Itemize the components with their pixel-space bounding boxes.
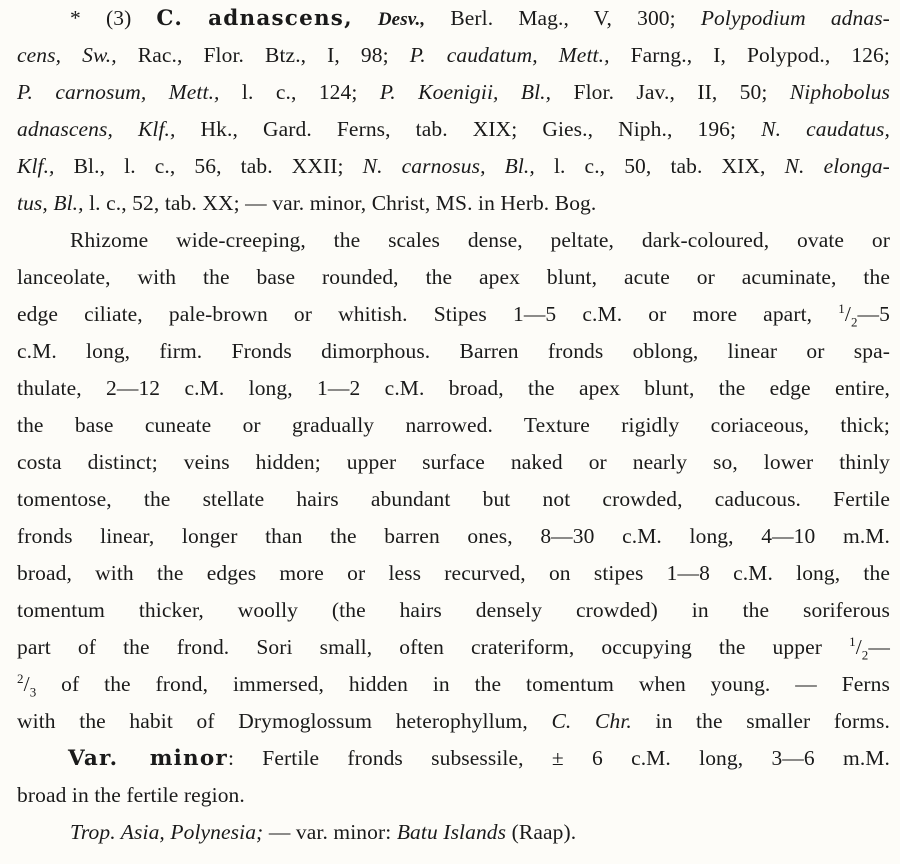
synonymy-line (17, 37, 890, 74)
author-citation: C. Chr. (551, 709, 632, 733)
fraction: $^1/_2—$ (849, 633, 890, 663)
variety-colon: : (227, 746, 235, 770)
species-epithet: adnascens, (208, 6, 353, 31)
synonym-name: Klf., (17, 154, 55, 178)
synonymy-line (17, 185, 890, 222)
synonymy-text: l. c., 124; (241, 80, 358, 104)
distribution-line (70, 814, 890, 851)
distribution-locality: Batu Islands (396, 820, 507, 844)
description-text: —5 (857, 302, 890, 326)
description-line: tomentum thicker, woolly (the hairs densely crowded) in the soriferous (17, 598, 890, 622)
distribution-collector: (Raap). (511, 820, 577, 844)
synonym-name: adnascens, Klf., (17, 117, 176, 141)
synonym-name: Polypodium adnas- (700, 6, 890, 30)
description-line (17, 629, 890, 666)
synonym-name: tus, Bl., (17, 191, 84, 215)
description-line: tomentose, the stellate hairs abundant but not crowded, caducous. Fertile (17, 487, 890, 511)
synonymy-text: Farng., I, Polypod., 126; (630, 43, 890, 67)
description-line: the base cuneate or gradually narrowed. Texture rigidly coriaceous, thick; (17, 413, 890, 437)
description-line (17, 703, 890, 740)
description-text: — (868, 635, 890, 659)
synonym-name: cens, Sw., (17, 43, 117, 67)
fraction-denominator: 3 (29, 684, 37, 700)
synonymy-line (17, 74, 890, 111)
description-text: part of the frond. Sori small, often crateriform, occupying the upper (17, 635, 822, 659)
synonymy-line (17, 148, 890, 185)
synonymy-text: Berl. Mag., V, 300; (450, 6, 676, 30)
synonymy-text: Bl., l. c., 56, tab. XXII; (73, 154, 344, 178)
synonymy-line (17, 111, 890, 148)
description-line: lanceolate, with the base rounded, the apex blunt, acute or acuminate, the (17, 265, 890, 289)
variety-label: Var. minor (68, 746, 228, 771)
description-text: in the smaller forms. (655, 709, 890, 733)
entry-heading-line (70, 0, 890, 37)
description-line: Rhizome wide-creeping, the scales dense, peltate, dark-coloured, ovate or (70, 228, 890, 252)
entry-marker: * (70, 6, 81, 30)
variety-text: Fertile fronds subsessile, ± 6 c.M. long, 3—6 m.M. (262, 746, 890, 770)
description-text: with the habit of Drymoglossum heterophyllum, (17, 709, 528, 733)
genus-abbreviation: C. (156, 6, 184, 31)
entry-number: (3) (105, 6, 132, 30)
synonymy-text: l. c., 52, tab. XX; — var. minor, Christ, MS. in Herb. Bog. (89, 191, 597, 215)
fraction: $^1/_2—5$ (838, 300, 890, 330)
description-line (17, 666, 890, 703)
description-line: fronds linear, longer than the barren ones, 8—30 c.M. long, 4—10 m.M. (17, 524, 890, 548)
variety-line (68, 740, 890, 777)
synonym-name: N. caudatus, (761, 117, 890, 141)
fraction-numerator: 1 (838, 300, 845, 316)
description-text: edge ciliate, pale-brown or whitish. Stipes 1—5 c.M. or more apart, (17, 302, 813, 326)
fraction-denominator: 2 (861, 647, 869, 663)
fraction-numerator: 2 (17, 670, 24, 686)
description-line: broad, with the edges more or less recurved, on stipes 1—8 c.M. long, the (17, 561, 890, 585)
synonym-name: P. Koenigii, Bl., (379, 80, 552, 104)
distribution-region: Trop. Asia, Polynesia; (70, 820, 264, 844)
synonym-name: N. carnosus, Bl., (362, 154, 535, 178)
synonymy-text: Flor. Jav., II, 50; (573, 80, 768, 104)
synonymy-text: l. c., 50, tab. XIX, (553, 154, 766, 178)
distribution-text: — var. minor: (268, 820, 392, 844)
species-author: Desv., (377, 9, 426, 30)
description-text: of the frond, immersed, hidden in the tomentum when young. — Ferns (61, 672, 890, 696)
variety-label-group (68, 746, 234, 770)
synonym-name: P. caudatum, Mett., (409, 43, 610, 67)
synonymy-text: Rac., Flor. Btz., I, 98; (137, 43, 389, 67)
synonym-name: Niphobolus (789, 80, 891, 104)
description-line (17, 296, 890, 333)
synonymy-text: Hk., Gard. Ferns, tab. XIX; Gies., Niph., 196; (200, 117, 737, 141)
description-line: c.M. long, firm. Fronds dimorphous. Barren fronds oblong, linear or spa- (17, 339, 890, 363)
synonym-name: N. elonga- (784, 154, 890, 178)
fraction-denominator: 2 (850, 314, 858, 330)
synonym-name: P. carnosum, Mett., (17, 80, 220, 104)
variety-line: broad in the fertile region. (17, 783, 245, 807)
fraction: $^2/_3$ (17, 670, 37, 700)
fraction-numerator: 1 (849, 633, 856, 649)
description-line: thulate, 2—12 c.M. long, 1—2 c.M. broad, the apex blunt, the edge entire, (17, 376, 890, 400)
description-line: costa distinct; veins hidden; upper surface naked or nearly so, lower thinly (17, 450, 890, 474)
